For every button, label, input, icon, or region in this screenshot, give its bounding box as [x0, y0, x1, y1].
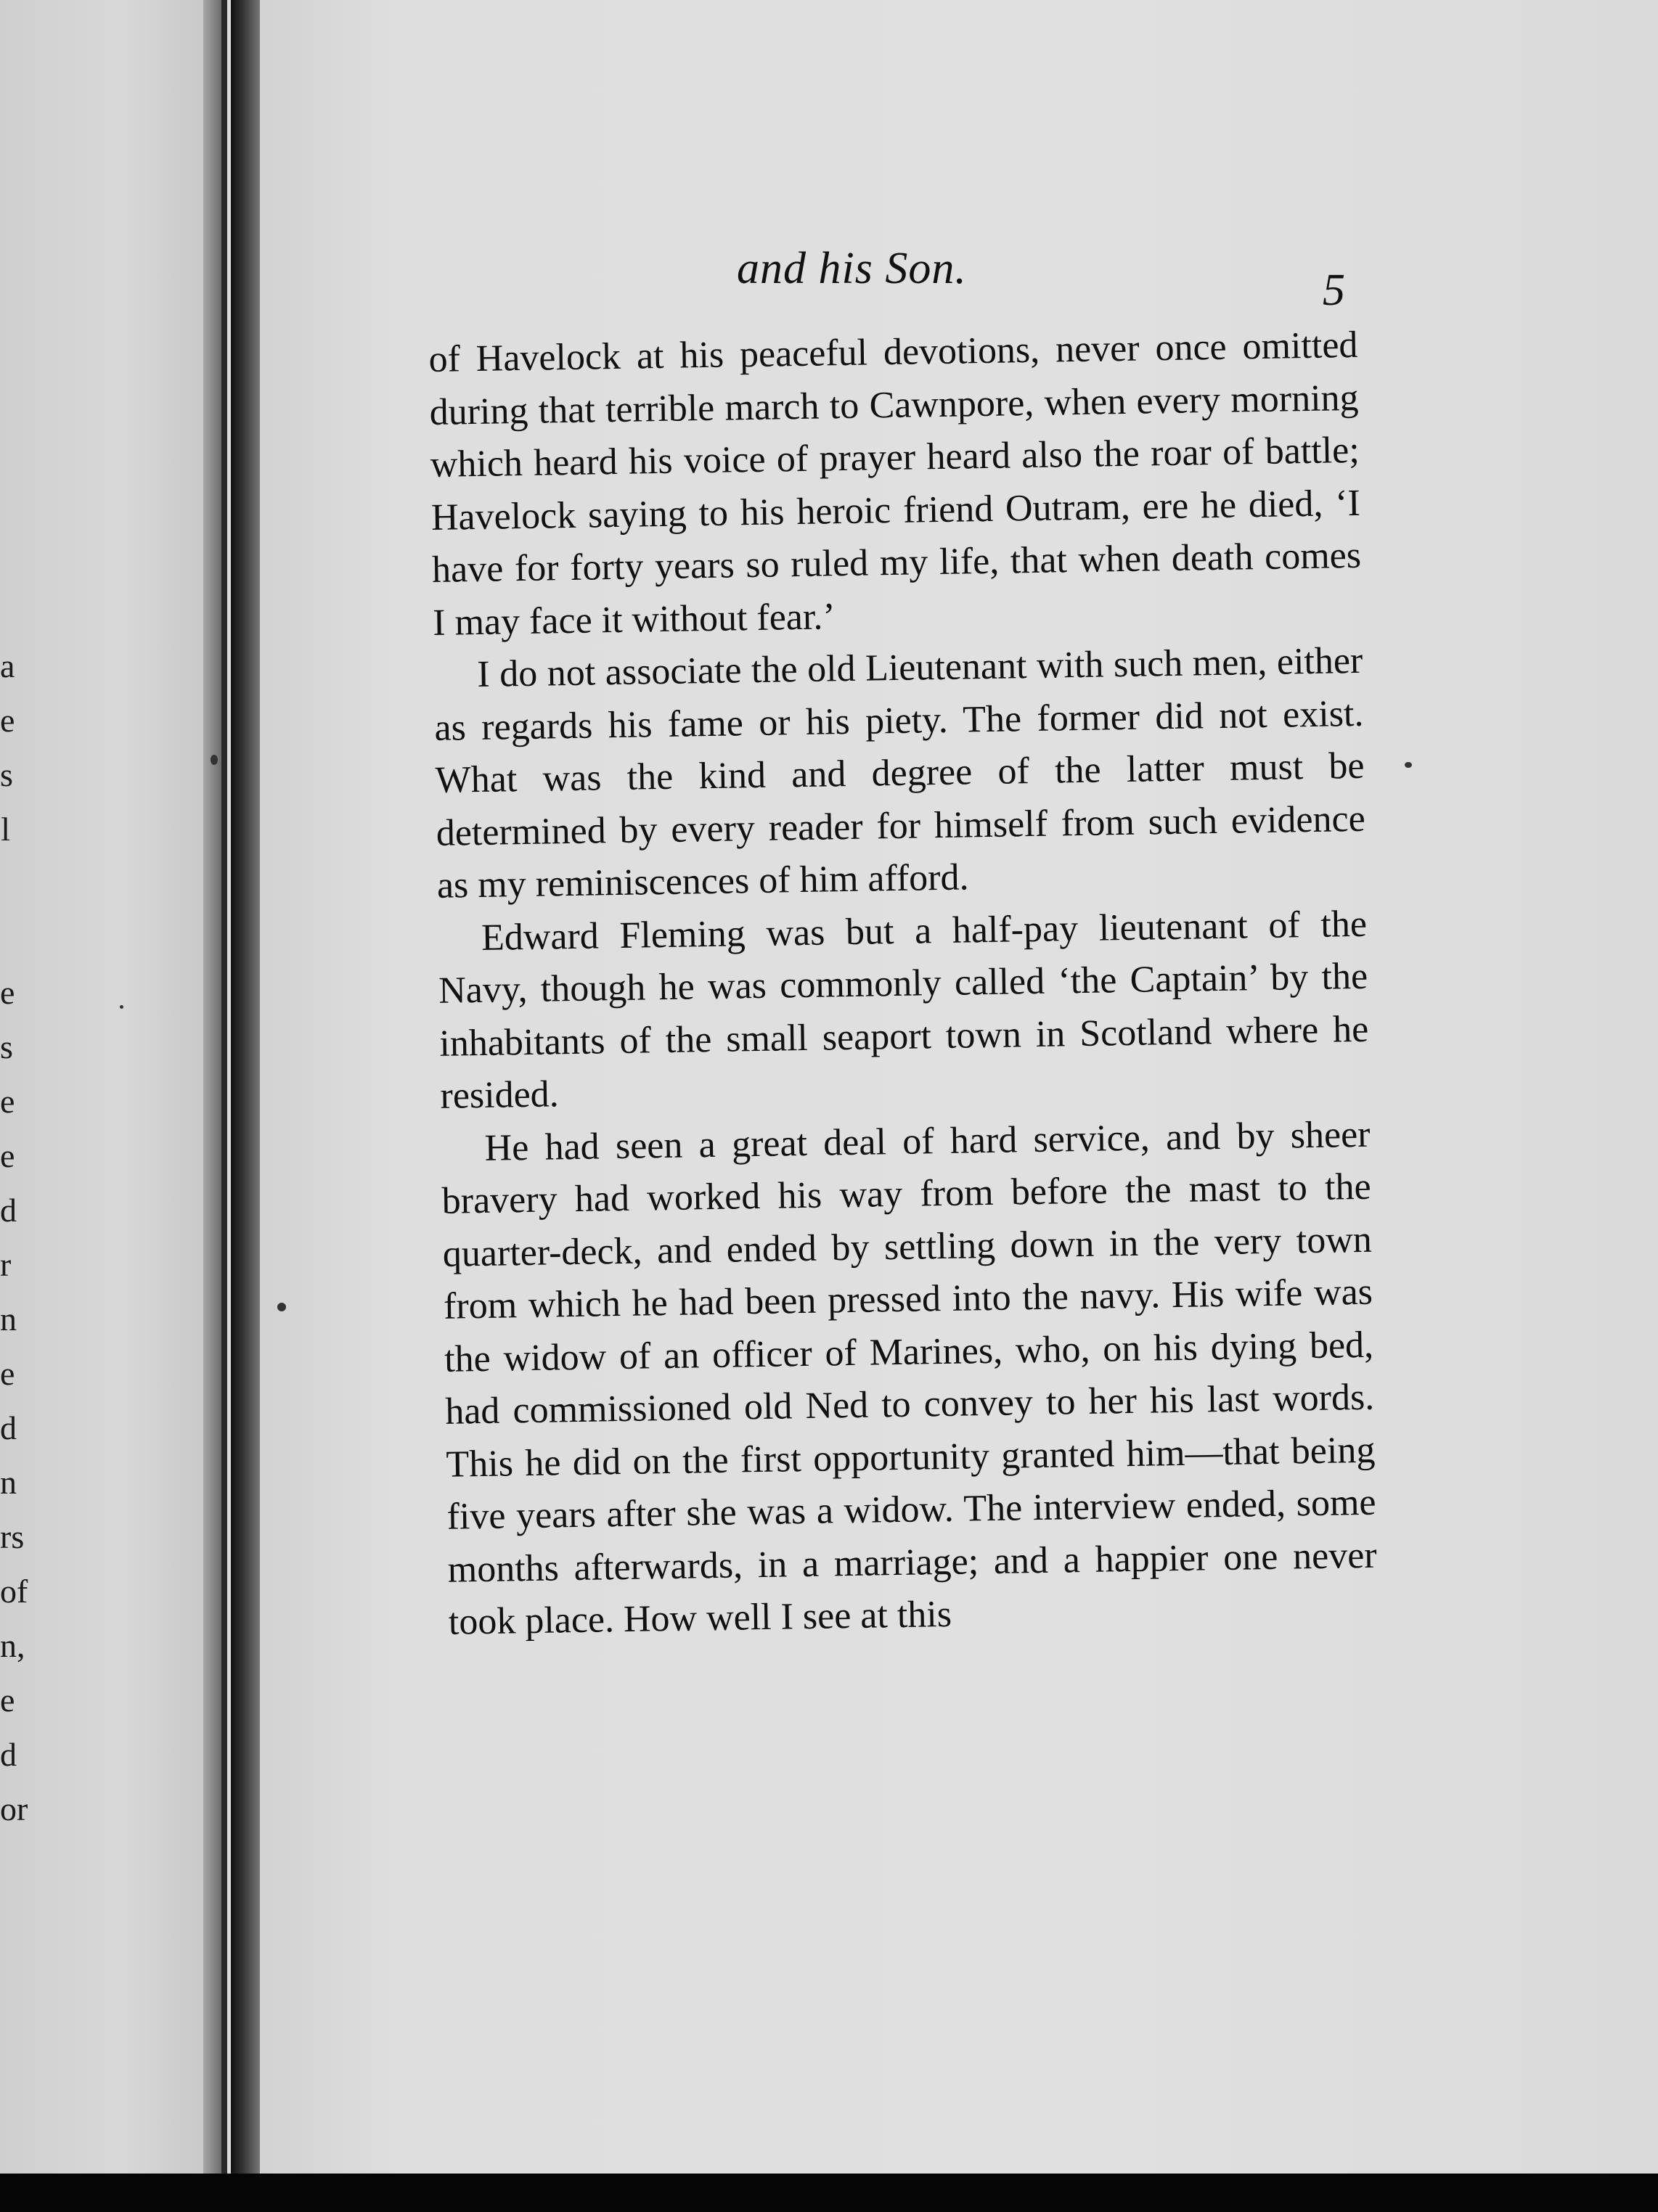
left-fragment-line: d [0, 1736, 17, 1773]
body-text [428, 319, 1378, 1649]
left-fragment-line: d [0, 1192, 17, 1229]
left-fragment-line: rs [0, 1518, 25, 1555]
left-fragment-line: e [0, 702, 15, 739]
left-fragment-line: or [0, 1790, 28, 1827]
left-facing-page [0, 0, 203, 2184]
scan-bottom-border [0, 2174, 1658, 2212]
paragraph: He had seen a great deal of hard service, and by sheer bravery had worked his way from before the mast to the quarter-deck, and ended by settling down in the very town from which he had been pressed into the navy. His wife was the widow of an officer of Marines, who, on his dying bed, had commissioned old Ned to convey to her his last words. This he did on the first opportunity granted him—that being five years after she was a widow. The interview ended, some months afterwards, in a marriage; and a happier one never took place. How well I see at this [441, 1113, 1378, 1643]
paragraph: Edward Fleming was but a half-pay lieutenant of the Navy, though he was commonly called ‘the Captain’ by the inhabitants of the small seaport town in Scotland where he resided. [438, 903, 1369, 1117]
left-fragment-line: of [0, 1573, 28, 1610]
left-fragment-line: e [0, 974, 15, 1011]
left-fragment-line: e [0, 1083, 15, 1120]
left-fragment-line: a [0, 647, 15, 684]
left-fragment-line: r [0, 1246, 12, 1283]
paragraph: I do not associate the old Lieutenant with such men, either as regards his fame or his piety. The former did not exist. What was the kind and degree of the latter must be determined by every reader for himself from such evidence as my reminiscences of him afford. [434, 639, 1366, 906]
left-fragment-line [0, 856, 10, 911]
scan-speck [1405, 762, 1412, 768]
left-fragment-line: s [0, 756, 13, 793]
scan-speck [120, 1005, 123, 1009]
left-fragment-line: e [0, 1355, 15, 1392]
scan-speck [277, 1303, 286, 1311]
left-fragment-line: e [0, 1681, 15, 1719]
left-fragment-line: s [0, 1028, 13, 1065]
paragraph: of Havelock at his peaceful devotions, never once omitted during that terrible march to Cawnpore, when every morning which heard his voice of prayer heard also the roar of battle; Havelock saying to his heroic friend Outram, ere he died, ‘I have for forty years so ruled my life, that when death comes I may face it without fear.’ [428, 324, 1362, 644]
left-fragment-line: e [0, 1137, 15, 1174]
left-page-text-fragments [0, 639, 28, 1836]
page-edge-line [221, 0, 227, 2177]
book-gutter [231, 0, 260, 2184]
left-fragment-line: d [0, 1409, 17, 1446]
scan-speck [211, 755, 218, 765]
gutter-shadow [203, 0, 222, 2184]
left-fragment-line [0, 911, 10, 965]
page-number: 5 [1323, 266, 1345, 315]
left-fragment-line: n, [0, 1627, 25, 1664]
running-head: and his Son. [737, 244, 967, 293]
left-fragment-line: l [1, 811, 10, 848]
left-fragment-line: n [0, 1300, 17, 1338]
left-fragment-line: n [0, 1464, 17, 1501]
